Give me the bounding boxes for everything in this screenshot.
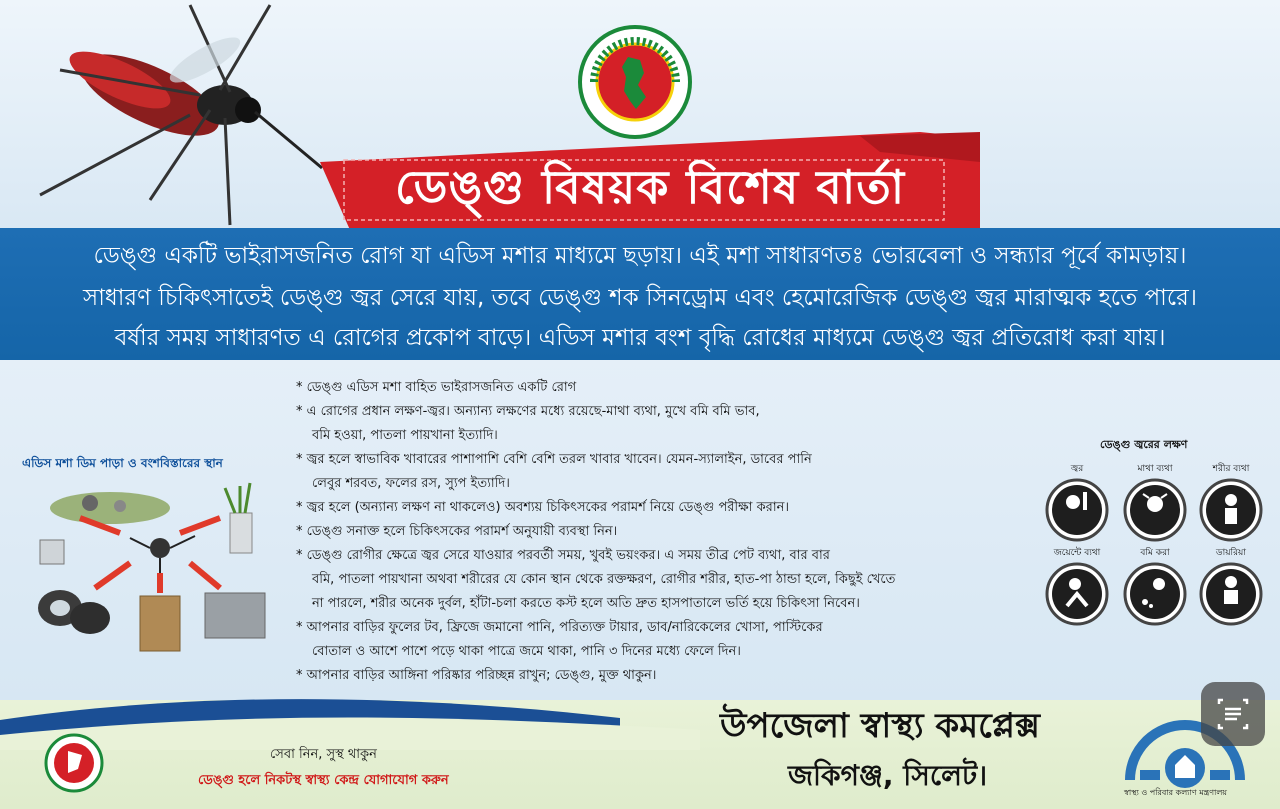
- body-pain-icon: [1199, 478, 1263, 542]
- vomiting-icon: [1123, 562, 1187, 626]
- list-item: * ডেঙ্গু সনাক্ত হলে চিকিৎসকের পরামর্শ অনুযায়ী ব্যবস্থা নিন।: [296, 524, 618, 539]
- symptom-label: মাথা ব্যথা: [1137, 464, 1173, 474]
- list-item: না পারলে, শরীর অনেক দুর্বল, হাঁটা-চলা করতে কস্ট হলে অতি দ্রুত হাসপাতালে ভর্তি হয়ে চিকিৎসা নিবেন।: [312, 596, 860, 611]
- list-item: বোতাল ও আশে পাশে পড়ে থাকা পাত্রে জমে থাকা, পানি ৩ দিনের মধ্যে ফেলে দিন।: [312, 644, 741, 659]
- info-line-3: বর্ষার সময় সাধারণত এ রোগের প্রকোপ বাড়ে। এডিস মশার বংশ বৃদ্ধি রোধের মাধ্যমে ডেঙ্গু জ্বর প্রতিরোধ করা যায়।: [114, 325, 1166, 351]
- scan-text-icon: [1201, 682, 1265, 746]
- breeding-sites-title: এডিস মশা ডিম পাড়া ও বংশবিস্তারের স্থান: [22, 456, 223, 470]
- symptom-diarrhea: [1196, 546, 1266, 626]
- symptom-label: জয়েন্টে ব্যথা: [1053, 548, 1101, 558]
- symptom-label: ডায়রিয়া: [1216, 548, 1246, 558]
- symptom-joint-pain: [1042, 546, 1112, 626]
- symptom-label: শরীর ব্যথা: [1212, 464, 1250, 474]
- fever-icon: [1045, 478, 1109, 542]
- organization-name: উপজেলা স্বাস্থ্য কমপ্লেক্স: [720, 706, 1040, 746]
- list-item: বমি হওয়া, পাতলা পায়খানা ইত্যাদি।: [312, 428, 498, 443]
- list-item: * ডেঙ্গু এডিস মশা বাহিত ভাইরাসজনিত একটি রোগ: [296, 380, 577, 395]
- list-item: * ডেঙ্গু রোগীর ক্ষেত্রে জ্বর সেরে যাওয়ার পরবর্তী সময়, খুবই ভয়ংকর। এ সময় তীব্র পেট ব্যথা, বার বার: [296, 548, 830, 563]
- list-item: লেবুর শরবত, ফলের রস, স্যুপ ইত্যাদি।: [312, 476, 510, 491]
- ministry-name: স্বাস্থ্য ও পরিবার কল্যাণ মন্ত্রণালয়: [1124, 788, 1228, 797]
- info-line-2: সাধারণ চিকিৎসাতেই ডেঙ্গু জ্বর সেরে যায়, তবে ডেঙ্গু শক সিনড্রোম এবং হেমোরেজিক ডেঙ্গু জ্বর মারাত্মক হতে পারে।: [83, 285, 1197, 311]
- list-item: * আপনার বাড়ির ফুলের টব, ফ্রিজে জমানো পানি, পরিত্যক্ত টায়ার, ডাব/নারিকেলের খোসা, পাস্টিকের: [296, 620, 823, 635]
- list-item: বমি, পাতলা পায়খানা অথবা শরীরের যে কোন স্থান থেকে রক্তক্ষরণ, রোগীর শরীর, হাত-পা ঠান্ডা হলে, কিছুই খেতে: [312, 572, 896, 587]
- headache-icon: [1123, 478, 1187, 542]
- symptom-label: জ্বর: [1070, 464, 1084, 474]
- joint-pain-icon: [1045, 562, 1109, 626]
- location-text: জকিগঞ্জ, সিলেট।: [788, 759, 988, 792]
- symptoms-title: ডেঙ্গু জ্বরের লক্ষণ: [1100, 438, 1188, 451]
- symptom-vomiting: [1120, 546, 1190, 626]
- symptom-body-pain: [1196, 462, 1266, 542]
- symptom-label: বমি করা: [1140, 548, 1170, 558]
- list-item: * জ্বর হলে স্বাভাবিক খাবারের পাশাপাশি বেশি বেশি তরল খাবার খাবেন। যেমন-স্যালাইন, ডাবের পানি: [296, 452, 812, 467]
- footer-wave: [0, 690, 1280, 750]
- contact-text: ডেঙ্গু হলে নিকটস্থ স্বাস্থ্য কেন্দ্র যোগাযোগ করুন: [198, 773, 449, 788]
- list-item: * এ রোগের প্রধান লক্ষণ-জ্বর। অন্যান্য লক্ষণের মধ্যে রয়েছে-মাথা ব্যথা, মুখে বমি বমি ভাব,: [296, 404, 760, 419]
- mosquito-illustration: [0, 0, 330, 230]
- page-title: ডেঙ্গু বিষয়ক বিশেষ বার্তা: [394, 160, 906, 214]
- symptom-headache: [1120, 462, 1190, 542]
- slogan-text: সেবা নিন, সুস্থ থাকুন: [270, 747, 377, 762]
- text-scan-button[interactable]: [1201, 682, 1265, 746]
- health-directorate-logo: [38, 733, 110, 793]
- diarrhea-icon: [1199, 562, 1263, 626]
- list-item: * আপনার বাড়ির আঙ্গিনা পরিষ্কার পরিচ্ছন্ন রাখুন; ডেঙ্গু, মুক্ত থাকুন।: [296, 668, 657, 683]
- breeding-sites-illustration: [10, 478, 288, 668]
- government-seal-logo: [578, 25, 692, 139]
- symptom-fever: [1042, 462, 1112, 542]
- list-item: * জ্বর হলে (অন্যান্য লক্ষণ না থাকলেও) অবশ্যয় চিকিৎসকের পরামর্শ নিয়ে ডেঙ্গু পরীক্ষা করান।: [296, 500, 790, 515]
- info-line-1: ডেঙ্গু একটি ভাইরাসজনিত রোগ যা এডিস মশার মাধ্যমে ছড়ায়। এই মশা সাধারণতঃ ভোরবেলা ও সন্ধ্যার পূর্বে কামড়ায়।: [93, 243, 1187, 269]
